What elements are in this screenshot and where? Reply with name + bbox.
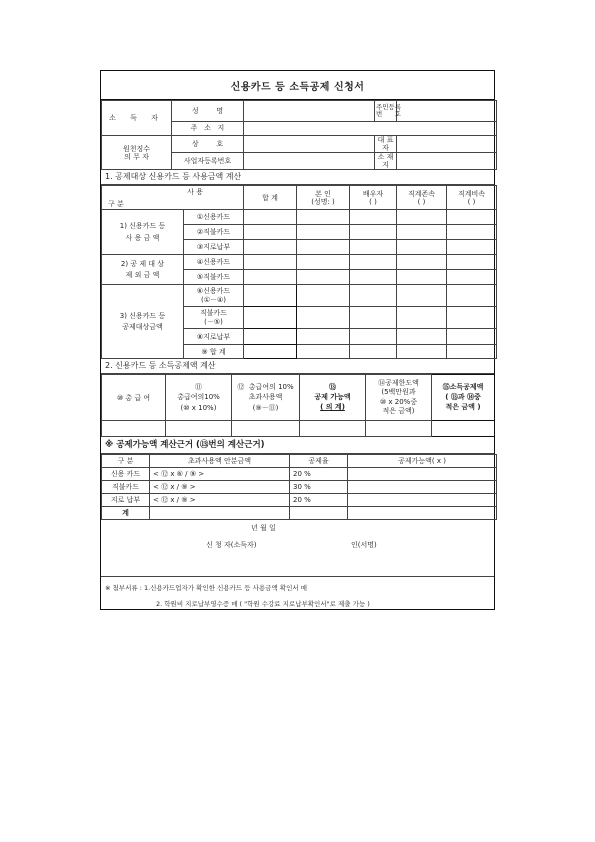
basis-row-amount[interactable] xyxy=(348,494,497,507)
cell[interactable] xyxy=(397,255,447,270)
cell[interactable] xyxy=(447,285,497,307)
col-self-label: 본 인 xyxy=(315,189,331,198)
section1-heading: 1. 공제대상 신용카드 등 사용금액 계산 xyxy=(101,170,494,185)
name-label: 성 명 xyxy=(172,101,244,122)
cell[interactable] xyxy=(397,225,447,240)
salary-10pct-value[interactable] xyxy=(166,421,232,437)
col-deduction-amount: ⑮소득공제액 ( ⑬과 ⑭중 적은 금액 ) xyxy=(432,375,495,421)
date-line: 년 월 일 xyxy=(251,524,276,533)
cell[interactable] xyxy=(297,225,350,240)
cell[interactable] xyxy=(244,210,297,225)
group2-label: 2) 공 제 대 상 제 외 금 액 xyxy=(102,255,184,285)
col-deductible-label: 공제 가능액 xyxy=(314,392,351,401)
basis-row-formula: < ⑫ x / ⑨ > xyxy=(150,481,290,494)
applicant-info-table xyxy=(101,100,497,170)
cell[interactable] xyxy=(397,240,447,255)
cell[interactable] xyxy=(297,329,350,345)
group3-label: 3) 신용카드 등 공제대상금액 xyxy=(102,285,184,359)
address-label: 주 소 지 xyxy=(172,122,244,136)
col-lineal-asc-label: 직계존속 xyxy=(407,189,436,198)
usage-header-top: 사 용 xyxy=(187,188,203,197)
col-deductible xyxy=(300,375,366,421)
deduction-application-form xyxy=(100,70,495,610)
row-item: ④신용카드 xyxy=(184,255,244,270)
cell[interactable] xyxy=(397,307,447,329)
col-lineal-desc-sub: ( ) xyxy=(467,197,476,206)
basis-row-amount[interactable] xyxy=(348,468,497,481)
basis-row-formula: < ⑫ x / ⑨ > xyxy=(150,494,290,507)
col-deductible-num: ⑬ xyxy=(329,382,336,391)
form-title-bar xyxy=(101,71,494,100)
col-lineal-desc xyxy=(447,186,497,210)
form-title: 신용카드 등 소득공제 신청서 xyxy=(230,81,365,93)
basis-col-amount: 공제가능액( x ) xyxy=(348,455,497,468)
cell[interactable] xyxy=(350,285,397,307)
cell[interactable] xyxy=(397,210,447,225)
cell[interactable] xyxy=(244,329,297,345)
section3-heading: ※ 공제가능액 계산근거 (⑬번의 계산근거) xyxy=(101,437,494,454)
cell[interactable] xyxy=(447,270,497,285)
row-item: ③지로납부 xyxy=(184,240,244,255)
col-total: 합 계 xyxy=(244,186,297,210)
basis-total-amount[interactable] xyxy=(348,507,497,520)
col-spouse-label: 배우자 xyxy=(362,189,384,198)
cell[interactable] xyxy=(350,210,397,225)
group1-label: 1) 신용카드 등 사 용 금 액 xyxy=(102,210,184,255)
cell[interactable] xyxy=(297,270,350,285)
seal-label[interactable]: 인(서명) xyxy=(351,541,377,550)
deduction-amount-value[interactable] xyxy=(432,421,495,437)
col-lineal-asc xyxy=(397,186,447,210)
cell[interactable] xyxy=(447,307,497,329)
basis-row-formula: < ⑫ x ⑥ / ⑨ > xyxy=(150,468,290,481)
brn-label: 사업자등록번호 xyxy=(172,153,244,170)
signature-area xyxy=(101,520,494,577)
company-label: 상 호 xyxy=(172,136,244,153)
row-item: ⑤직불카드 xyxy=(184,270,244,285)
row-item: ⑧지로납부 xyxy=(184,329,244,345)
row-item: ②직불카드 xyxy=(184,225,244,240)
col-lineal-asc-sub: ( ) xyxy=(417,197,426,206)
basis-table xyxy=(101,454,497,520)
rrn-label: 주민등록 번 호 xyxy=(375,101,397,122)
address-field[interactable] xyxy=(244,122,497,136)
deduction-calc-table xyxy=(101,374,495,437)
row-item: ⑨ 합 계 xyxy=(184,345,244,359)
rep-field[interactable] xyxy=(397,136,497,153)
row-item: 직불카드 (－⑤) xyxy=(184,307,244,329)
cell[interactable] xyxy=(244,307,297,329)
deductible-value[interactable] xyxy=(300,421,366,437)
rep-label: 대 표 자 xyxy=(375,136,397,153)
location-field[interactable] xyxy=(397,153,497,170)
note-line-2: 2. 학원비 지로납부영수증 매 ( "학원 수강료 지로납부확인서"로 제출 가능 ) xyxy=(156,600,370,609)
col-deductible-sub: ( 의 계) xyxy=(320,402,345,411)
attachments-note xyxy=(101,577,494,612)
basis-col-rate: 공제율 xyxy=(290,455,348,468)
basis-row-label: 직불카드 xyxy=(102,481,150,494)
cell[interactable] xyxy=(350,240,397,255)
basis-total-rate[interactable] xyxy=(290,507,348,520)
col-excess-usage: ⑫ 총급여의 10% 초과사용액 (⑨－⑪) xyxy=(232,375,300,421)
cell[interactable] xyxy=(397,285,447,307)
cell[interactable] xyxy=(297,240,350,255)
cell[interactable] xyxy=(244,270,297,285)
basis-total-label: 계 xyxy=(102,507,150,520)
usage-header-cell xyxy=(102,186,244,210)
name-field[interactable] xyxy=(244,101,375,122)
basis-row-rate: 20 % xyxy=(290,494,348,507)
cell[interactable] xyxy=(350,270,397,285)
cell[interactable] xyxy=(447,225,497,240)
cell[interactable] xyxy=(350,255,397,270)
applicant-label: 신 청 자(소득자) xyxy=(206,541,257,550)
cell[interactable] xyxy=(447,329,497,345)
cell[interactable] xyxy=(297,255,350,270)
basis-row-amount[interactable] xyxy=(348,481,497,494)
cell[interactable] xyxy=(350,307,397,329)
cell[interactable] xyxy=(297,285,350,307)
cell[interactable] xyxy=(244,240,297,255)
cell[interactable] xyxy=(350,225,397,240)
cell[interactable] xyxy=(397,270,447,285)
cell[interactable] xyxy=(350,345,397,359)
cell[interactable] xyxy=(350,329,397,345)
location-label: 소 재 지 xyxy=(375,153,397,170)
cell[interactable] xyxy=(244,285,297,307)
cell[interactable] xyxy=(297,307,350,329)
basis-row-rate: 20 % xyxy=(290,468,348,481)
cell[interactable] xyxy=(447,345,497,359)
basis-total-excess[interactable] xyxy=(150,507,290,520)
col-self-sub: (성명: ) xyxy=(311,197,335,206)
rrn-field[interactable] xyxy=(397,101,497,122)
cell[interactable] xyxy=(244,255,297,270)
section2-heading: 2. 신용카드 등 소득공제액 계산 xyxy=(101,359,494,374)
excess-usage-value[interactable] xyxy=(232,421,300,437)
earner-section-label: 소 득 자 xyxy=(102,101,172,136)
col-lineal-desc-label: 직계비속 xyxy=(457,189,486,198)
cell[interactable] xyxy=(397,345,447,359)
cell[interactable] xyxy=(397,329,447,345)
note-line-1: ※ 첨부서류 : 1.신용카드업자가 확인한 신용카드 등 사용금액 확인서 매 xyxy=(105,584,307,593)
limit-value[interactable] xyxy=(366,421,432,437)
cell[interactable] xyxy=(244,225,297,240)
col-self xyxy=(297,186,350,210)
cell[interactable] xyxy=(244,345,297,359)
cell[interactable] xyxy=(297,210,350,225)
usage-header-gubun: 구 분 xyxy=(108,200,124,209)
basis-row-rate: 30 % xyxy=(290,481,348,494)
cell[interactable] xyxy=(447,210,497,225)
cell[interactable] xyxy=(297,345,350,359)
usage-amount-table xyxy=(101,185,497,359)
col-salary-10pct: ⑪ 총급여의10% (⑩ x 10%) xyxy=(166,375,232,421)
col-spouse-sub: ( ) xyxy=(369,197,377,206)
basis-row-label: 지로 납부 xyxy=(102,494,150,507)
basis-col-excess: 초과사용액 안분금액 xyxy=(150,455,290,468)
row-item: ⑥신용카드 (①－④) xyxy=(184,285,244,307)
cell[interactable] xyxy=(447,240,497,255)
company-field[interactable] xyxy=(244,136,375,153)
col-limit: ⑭공제한도액 (5백만원과 ⑩ x 20%중 적은 금액) xyxy=(366,375,432,421)
cell[interactable] xyxy=(447,255,497,270)
withholder-section-label: 원천징수 의 무 자 xyxy=(102,136,172,170)
basis-col-gubun: 구 분 xyxy=(102,455,150,468)
brn-field[interactable] xyxy=(244,153,375,170)
col-spouse xyxy=(350,186,397,210)
basis-row-label: 신용 카드 xyxy=(102,468,150,481)
total-salary-value[interactable] xyxy=(102,421,166,437)
row-item: ①신용카드 xyxy=(184,210,244,225)
col-total-salary: ⑩ 총 급 여 xyxy=(102,375,166,421)
